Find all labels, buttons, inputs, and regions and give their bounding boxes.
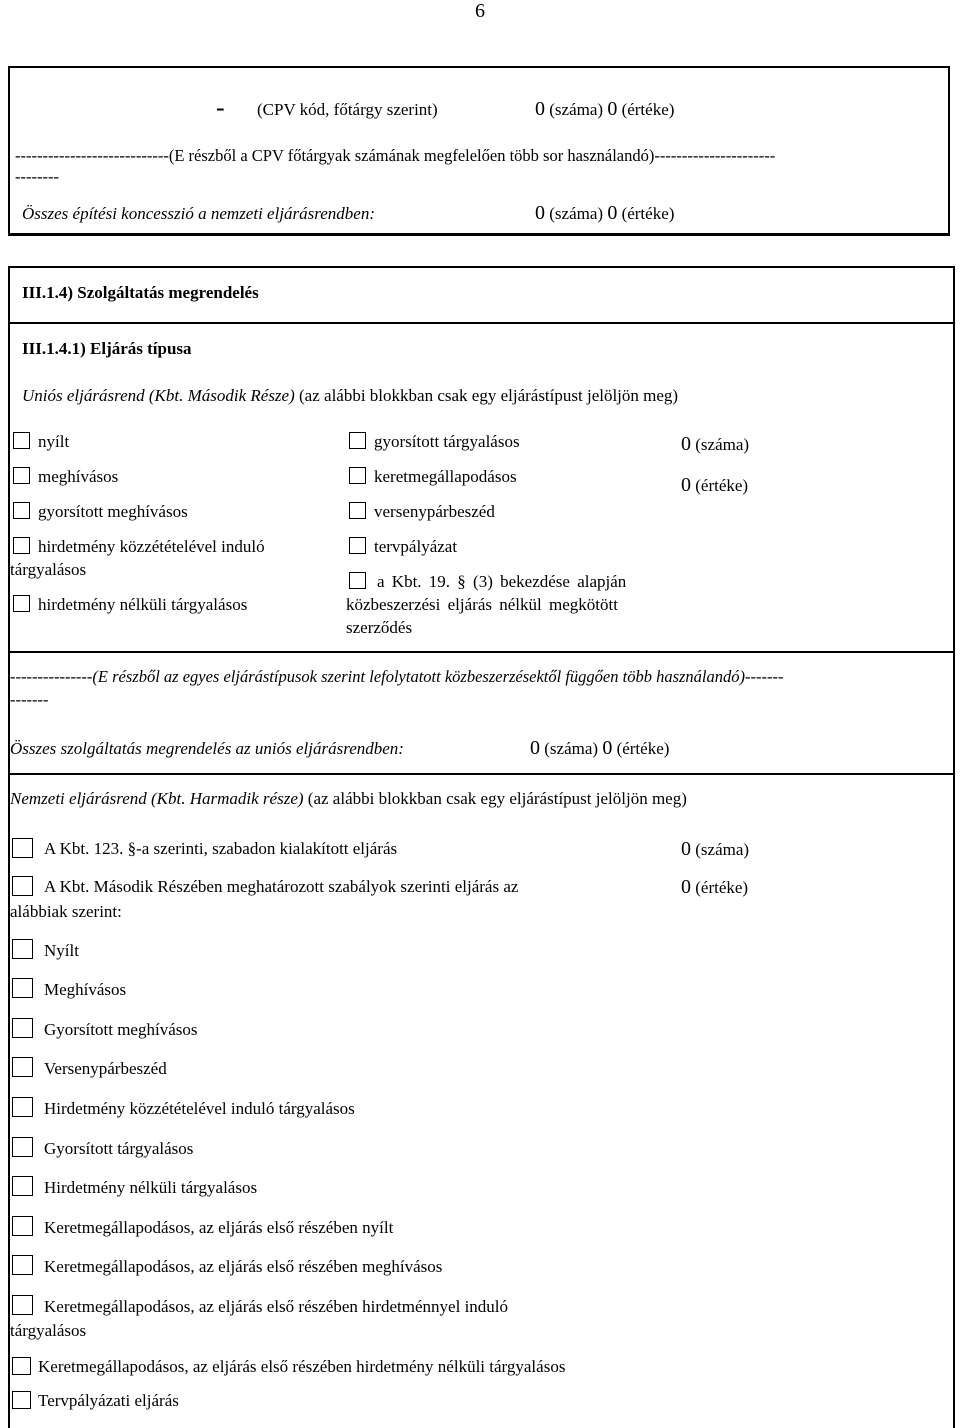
checkbox-sub-keret-nyilt[interactable]: [12, 1216, 33, 1236]
sub-option-versenyparbeszed: Versenypárbeszéd: [44, 1059, 167, 1078]
total-construction-row: [22, 203, 375, 225]
cpv-value-value: 0: [607, 98, 618, 120]
checkbox-gyorsitott-targyalasos[interactable]: [349, 432, 366, 449]
total-services-label: Összes szolgáltatás megrendelés az uniós eljárásrendben:: [10, 739, 404, 758]
option-gyorsitott-meghivasos: gyorsított meghívásos: [38, 502, 188, 521]
total-construction-label: Összes építési koncesszió a nemzeti eljárásrendben:: [22, 204, 376, 223]
cpv-note-line1: ----------------------------(E részből a CPV főtárgyak számának megfelelően több sor használandó)----------------------: [15, 146, 776, 165]
option-kbt19-line3: szerződés: [346, 618, 413, 637]
eu-note-line1: ---------------(E részből az egyes eljárástípusok szerint lefolytatott közbeszerzésektől függően több használandó)-------: [10, 667, 784, 686]
option-hirdetmeny-nelkuli: hirdetmény nélküli tárgyalásos: [38, 595, 248, 614]
checkbox-kbt19[interactable]: [349, 572, 366, 589]
checkbox-gyorsitott-meghivasos[interactable]: [13, 502, 30, 519]
cpv-label: (CPV kód, főtárgy szerint): [257, 100, 438, 119]
total-construction-value-value: 0: [607, 202, 618, 224]
checkbox-sub-gyorsitott-targyalasos[interactable]: [12, 1137, 33, 1157]
eu-value-label: (értéke): [695, 476, 749, 495]
national-regime-header: [10, 788, 687, 810]
total-services-count-value: 0: [530, 737, 540, 759]
cpv-count-value: 0: [535, 98, 545, 120]
sub-option-nyilt: Nyílt: [44, 941, 79, 960]
eu-regime-header: [22, 385, 678, 407]
option-part2-line2: alábbiak szerint:: [10, 902, 122, 921]
option-part2-line1: A Kbt. Második Részében meghatározott szabályok szerinti eljárás az: [44, 877, 519, 896]
national-value-label: (értéke): [695, 878, 749, 897]
sub-option-gyorsitott-targyalasos: Gyorsított tárgyalásos: [44, 1139, 194, 1158]
services-divider: [8, 773, 955, 775]
sub-option-keret-nyilt: Keretmegállapodásos, az eljárás első részében nyílt: [44, 1218, 394, 1237]
checkbox-part2[interactable]: [12, 876, 33, 896]
checkbox-hirdetmeny-nelkuli[interactable]: [13, 595, 30, 612]
eu-regime-title: Uniós eljárásrend (Kbt. Második Része): [22, 386, 295, 405]
checkbox-meghivasos[interactable]: [13, 467, 30, 484]
cpv-count-label: (száma): [549, 100, 604, 119]
total-services-value-label: (értéke): [616, 739, 670, 758]
sub-option-hirdetmeny-nelkuli: Hirdetmény nélküli tárgyalásos: [44, 1178, 258, 1197]
national-regime-title: Nemzeti eljárásrend (Kbt. Harmadik része): [10, 789, 304, 808]
total-construction-count-label: (száma): [549, 204, 604, 223]
national-regime-note: (az alábbi blokkban csak egy eljárástípust jelöljön meg): [307, 789, 687, 808]
checkbox-nyilt[interactable]: [13, 432, 30, 449]
sub-option-keret-hirdetmennyel: Keretmegállapodásos, az eljárás első részében hirdetménnyel induló: [44, 1297, 509, 1316]
option-hirdetmeny-kozzetetelevel-cont: tárgyalásos: [10, 560, 87, 579]
eu-value-value: 0: [681, 474, 691, 496]
national-count-label: (száma): [695, 840, 750, 859]
cpv-note-line2: --------: [15, 167, 59, 186]
checkbox-kbt123[interactable]: [12, 838, 33, 858]
checkbox-sub-gyorsitott-meghivasos[interactable]: [12, 1018, 33, 1038]
checkbox-tervpalyazat[interactable]: [349, 537, 366, 554]
sub-option-keret-meghivasos: Keretmegállapodásos, az eljárás első részében meghívásos: [44, 1257, 443, 1276]
sub-option-hirdetmeny-kozzetetelevel: Hirdetmény közzétételével induló tárgyalásos: [44, 1099, 355, 1118]
total-services-count-label: (száma): [544, 739, 599, 758]
section-heading: III.1.4) Szolgáltatás megrendelés: [22, 283, 259, 302]
total-services-value-value: 0: [602, 737, 613, 759]
sub-option-keret-hirdetmennyel-cont: tárgyalásos: [10, 1321, 87, 1340]
national-value-value: 0: [681, 876, 691, 898]
checkbox-sub-versenyparbeszed[interactable]: [12, 1057, 33, 1077]
total-construction-count-value: 0: [535, 202, 545, 224]
cpv-dash: -: [216, 93, 225, 122]
option-tervpalyazat: tervpályázat: [374, 537, 458, 556]
option-versenyparbeszed: versenypárbeszéd: [374, 502, 495, 521]
option-kbt123: A Kbt. 123. §-a szerinti, szabadon kialakított eljárás: [44, 839, 398, 858]
eu-note-line2: -------: [10, 690, 49, 709]
total-construction-value-label: (értéke): [621, 204, 675, 223]
eu-count-label: (száma): [695, 435, 750, 454]
cpv-value-label: (értéke): [621, 100, 675, 119]
sub-option-meghivasos: Meghívásos: [44, 980, 127, 999]
eu-count-value: 0: [681, 433, 691, 455]
checkbox-keretmegallapodasos[interactable]: [349, 467, 366, 484]
option-keretmegallapodasos: keretmegállapodásos: [374, 467, 517, 486]
sub-option-gyorsitott-meghivasos: Gyorsított meghívásos: [44, 1020, 198, 1039]
checkbox-sub-hirdetmeny-nelkuli[interactable]: [12, 1176, 33, 1196]
page-number: 6: [475, 0, 485, 22]
sub-option-keret-hirdetmeny-nelkuli: Keretmegállapodásos, az eljárás első részében hirdetmény nélküli tárgyalásos: [38, 1357, 566, 1376]
checkbox-sub-meghivasos[interactable]: [12, 978, 33, 998]
checkbox-versenyparbeszed[interactable]: [349, 502, 366, 519]
eu-regime-note: (az alábbi blokkban csak egy eljárástípust jelöljön meg): [299, 386, 679, 405]
sub-option-tervpalyazati: Tervpályázati eljárás: [38, 1391, 179, 1410]
checkbox-sub-keret-hirdetmeny-nelkuli[interactable]: [12, 1357, 31, 1375]
option-nyilt: nyílt: [38, 432, 70, 451]
checkbox-sub-nyilt[interactable]: [12, 939, 33, 959]
checkbox-hirdetmeny-kozzetetelevel[interactable]: [13, 537, 30, 554]
national-count-value: 0: [681, 838, 691, 860]
option-kbt19-line1: a Kbt. 19. § (3) bekezdése alapján: [377, 572, 627, 591]
subsection-heading: III.1.4.1) Eljárás típusa: [22, 339, 192, 358]
checkbox-sub-hirdetmeny-kozzetetelevel[interactable]: [12, 1097, 33, 1117]
option-kbt19-line2: közbeszerzési eljárás nélkül megkötött: [346, 595, 618, 614]
checkbox-sub-keret-meghivasos[interactable]: [12, 1255, 33, 1275]
option-meghivasos: meghívásos: [38, 467, 119, 486]
checkbox-sub-tervpalyazati[interactable]: [12, 1391, 31, 1409]
eu-divider: [8, 651, 955, 653]
checkbox-sub-keret-hirdetmennyel[interactable]: [12, 1295, 33, 1315]
section-divider: [8, 322, 955, 324]
option-gyorsitott-targyalasos: gyorsított tárgyalásos: [374, 432, 520, 451]
option-hirdetmeny-kozzetetelevel: hirdetmény közzétételével induló: [38, 537, 265, 556]
